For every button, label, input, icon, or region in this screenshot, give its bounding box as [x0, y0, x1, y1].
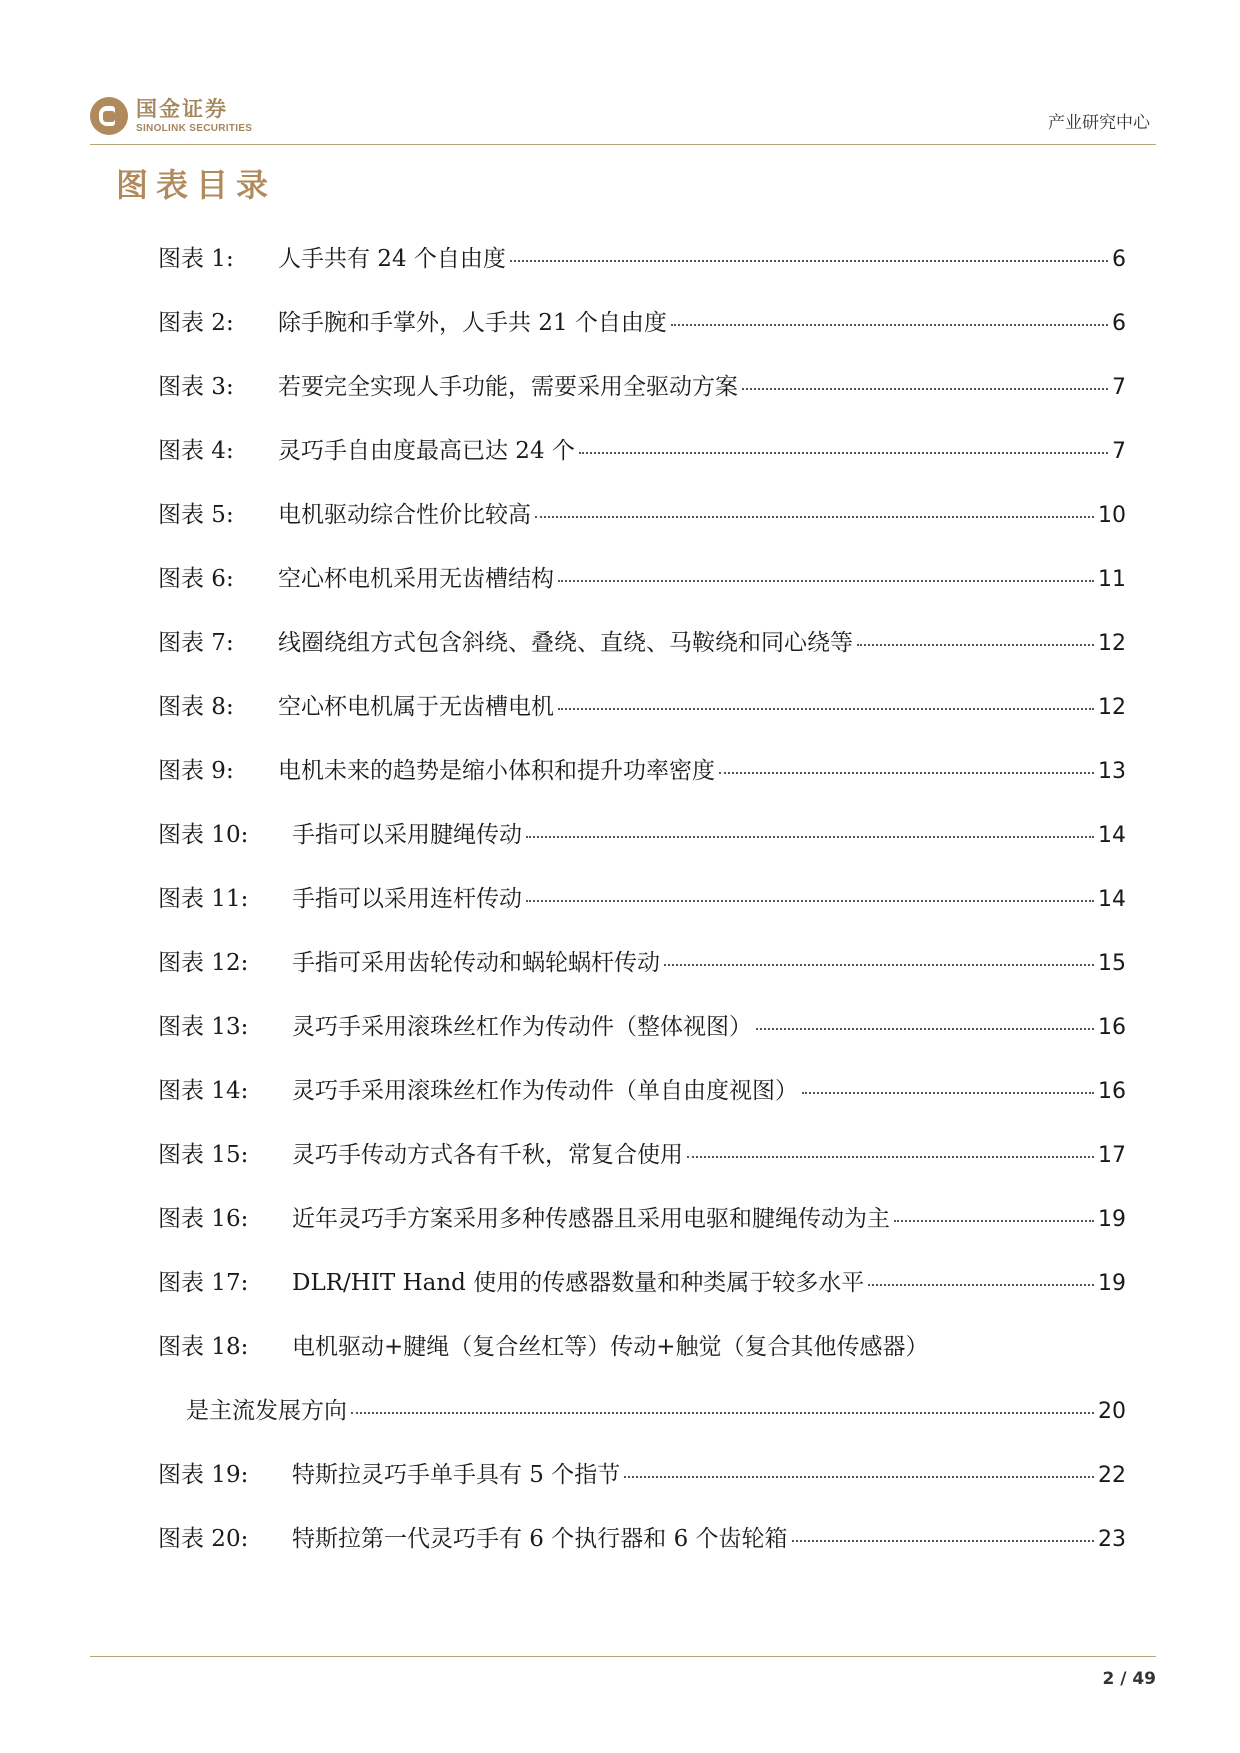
- toc-entry-page: 16: [1098, 1015, 1126, 1040]
- toc-dot-leader: [894, 1220, 1094, 1222]
- toc-entry-label: 图表 11:: [158, 886, 249, 912]
- toc-entry-page: 6: [1112, 247, 1126, 272]
- toc-entry-text: 特斯拉灵巧手单手具有 5 个指节: [292, 1462, 621, 1488]
- toc-entry-20[interactable]: [158, 1520, 1126, 1584]
- toc-dot-leader: [742, 388, 1108, 390]
- toc-dot-leader: [535, 516, 1094, 518]
- toc-entry-label: 图表 16:: [158, 1206, 249, 1232]
- toc-entry-label: 图表 19:: [158, 1462, 249, 1488]
- toc-entry-text-continued: 是主流发展方向: [186, 1398, 347, 1424]
- toc-entry-2[interactable]: [158, 304, 1126, 368]
- toc-entry-page: 11: [1098, 567, 1126, 592]
- sinolink-logo: [90, 94, 252, 138]
- toc-entry-15[interactable]: [158, 1136, 1126, 1200]
- toc-entry-page: 15: [1098, 951, 1126, 976]
- toc-dot-leader: [510, 260, 1108, 262]
- toc-dot-leader: [671, 324, 1108, 326]
- toc-entry-6[interactable]: [158, 560, 1126, 624]
- toc-entry-text: 特斯拉第一代灵巧手有 6 个执行器和 6 个齿轮箱: [292, 1526, 788, 1552]
- toc-entry-text: DLR/HIT Hand 使用的传感器数量和种类属于较多水平: [292, 1270, 865, 1296]
- toc-entry-text: 人手共有 24 个自由度: [278, 246, 506, 272]
- toc-dot-leader: [351, 1412, 1094, 1414]
- toc-entry-text: 线圈绕组方式包含斜绕、叠绕、直绕、马鞍绕和同心绕等: [278, 630, 853, 656]
- logo-text: [136, 96, 253, 134]
- toc-entry-page: 10: [1098, 503, 1126, 528]
- toc-entry-page: 22: [1098, 1463, 1126, 1488]
- toc-entry-11[interactable]: [158, 880, 1126, 944]
- toc-entry-10[interactable]: [158, 816, 1126, 880]
- toc-entry-19[interactable]: [158, 1456, 1126, 1520]
- toc-entry-page: 13: [1098, 759, 1126, 784]
- toc-entry-page: 23: [1098, 1527, 1126, 1552]
- toc-entry-12[interactable]: [158, 944, 1126, 1008]
- toc-entry-label: 图表 14:: [158, 1078, 249, 1104]
- toc-entry-label: 图表 5:: [158, 502, 234, 528]
- toc-entry-page: 16: [1098, 1079, 1126, 1104]
- toc-entry-page: 19: [1098, 1207, 1126, 1232]
- toc-entry-label: 图表 2:: [158, 310, 234, 336]
- toc-entry-label: 图表 8:: [158, 694, 234, 720]
- toc-entry-page: 20: [1098, 1399, 1126, 1424]
- toc-entry-label: 图表 1:: [158, 246, 234, 272]
- page-footer: [90, 1656, 1156, 1689]
- toc-entry-text: 空心杯电机采用无齿槽结构: [278, 566, 554, 592]
- toc-entry-label: 图表 4:: [158, 438, 234, 464]
- toc-dot-leader: [687, 1156, 1094, 1158]
- sinolink-logo-icon: [90, 97, 128, 135]
- toc-entry-1[interactable]: [158, 240, 1126, 304]
- toc-entry-label: 图表 6:: [158, 566, 234, 592]
- toc-entry-label: 图表 18:: [158, 1334, 249, 1360]
- toc-entry-label: 图表 10:: [158, 822, 249, 848]
- toc-entry-18[interactable]: [158, 1328, 1126, 1392]
- toc-entry-label: 图表 15:: [158, 1142, 249, 1168]
- toc-entry-text: 电机驱动综合性价比较高: [278, 502, 531, 528]
- toc-entry-label: 图表 9:: [158, 758, 234, 784]
- logo-chinese-name: 国金证券: [136, 96, 228, 121]
- toc-entry-text: 手指可以采用腱绳传动: [292, 822, 522, 848]
- toc-dot-leader: [792, 1540, 1094, 1542]
- toc-entry-9[interactable]: [158, 752, 1126, 816]
- toc-entry-page: 14: [1098, 823, 1126, 848]
- toc-entry-text: 电机未来的趋势是缩小体积和提升功率密度: [278, 758, 715, 784]
- toc-entry-label: 图表 17:: [158, 1270, 249, 1296]
- toc-list: [158, 240, 1126, 1584]
- logo-english-name: SINOLINK SECURITIES: [136, 122, 253, 134]
- toc-entry-text: 灵巧手采用滚珠丝杠作为传动件（整体视图）: [292, 1014, 752, 1040]
- toc-dot-leader: [558, 580, 1094, 582]
- toc-entry-8[interactable]: [158, 688, 1126, 752]
- toc-entry-text: 手指可以采用连杆传动: [292, 886, 522, 912]
- toc-entry-14[interactable]: [158, 1072, 1126, 1136]
- toc-dot-leader: [802, 1092, 1094, 1094]
- toc-dot-leader: [857, 644, 1094, 646]
- toc-dot-leader: [558, 708, 1094, 710]
- toc-entry-18-continued[interactable]: [158, 1392, 1126, 1456]
- toc-title: 图表目录: [116, 166, 277, 204]
- toc-entry-4[interactable]: [158, 432, 1126, 496]
- department-name: 产业研究中心: [1048, 113, 1150, 133]
- toc-entry-page: 7: [1112, 439, 1126, 464]
- toc-dot-leader: [868, 1284, 1094, 1286]
- toc-entry-label: 图表 12:: [158, 950, 249, 976]
- toc-entry-13[interactable]: [158, 1008, 1126, 1072]
- toc-entry-page: 17: [1098, 1143, 1126, 1168]
- toc-entry-text: 空心杯电机属于无齿槽电机: [278, 694, 554, 720]
- toc-entry-page: 14: [1098, 887, 1126, 912]
- toc-entry-5[interactable]: [158, 496, 1126, 560]
- toc-entry-page: 7: [1112, 375, 1126, 400]
- toc-dot-leader: [579, 452, 1108, 454]
- toc-entry-page: 12: [1098, 695, 1126, 720]
- toc-entry-16[interactable]: [158, 1200, 1126, 1264]
- toc-dot-leader: [526, 900, 1094, 902]
- toc-entry-7[interactable]: [158, 624, 1126, 688]
- toc-entry-text: 手指可采用齿轮传动和蜗轮蜗杆传动: [292, 950, 660, 976]
- toc-dot-leader: [624, 1476, 1094, 1478]
- toc-entry-label: 图表 7:: [158, 630, 234, 656]
- toc-dot-leader: [719, 772, 1094, 774]
- toc-entry-text: 电机驱动+腱绳（复合丝杠等）传动+触觉（复合其他传感器）: [292, 1334, 929, 1360]
- toc-entry-label: 图表 20:: [158, 1526, 249, 1552]
- toc-entry-text: 灵巧手采用滚珠丝杠作为传动件（单自由度视图）: [292, 1078, 798, 1104]
- toc-dot-leader: [756, 1028, 1094, 1030]
- page-header: [90, 84, 1156, 145]
- toc-entry-text: 灵巧手传动方式各有千秋，常复合使用: [292, 1142, 683, 1168]
- toc-entry-label: 图表 13:: [158, 1014, 249, 1040]
- toc-dot-leader: [526, 836, 1094, 838]
- toc-entry-page: 6: [1112, 311, 1126, 336]
- toc-entry-text: 除手腕和手掌外，人手共 21 个自由度: [278, 310, 667, 336]
- toc-entry-page: 12: [1098, 631, 1126, 656]
- toc-entry-text: 灵巧手自由度最高已达 24 个: [278, 438, 575, 464]
- toc-entry-label: 图表 3:: [158, 374, 234, 400]
- toc-entry-page: 19: [1098, 1271, 1126, 1296]
- toc-dot-leader: [664, 964, 1094, 966]
- toc-entry-text: 近年灵巧手方案采用多种传感器且采用电驱和腱绳传动为主: [292, 1206, 890, 1232]
- page-number: 2 / 49: [1102, 1669, 1156, 1689]
- toc-entry-text: 若要完全实现人手功能，需要采用全驱动方案: [278, 374, 738, 400]
- toc-entry-17[interactable]: [158, 1264, 1126, 1328]
- toc-entry-3[interactable]: [158, 368, 1126, 432]
